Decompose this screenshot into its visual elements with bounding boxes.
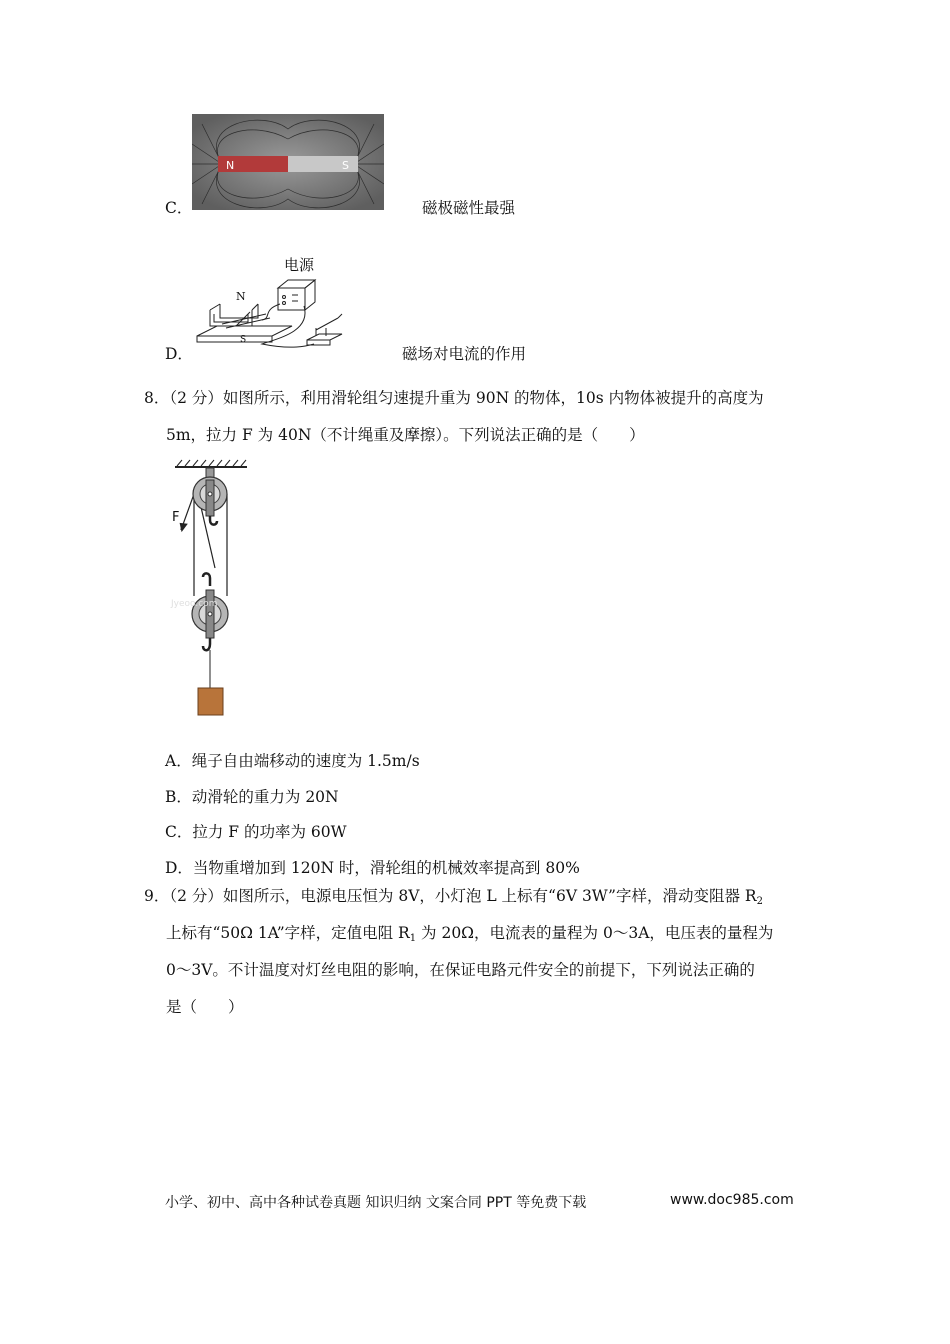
question-8-number: 8． — [144, 389, 170, 407]
magnetic-force-on-current-figure — [192, 248, 357, 356]
magnet-s-label: S — [240, 335, 247, 345]
r1-subscript: 1 — [409, 933, 417, 944]
option-d-letter: D． — [165, 345, 193, 363]
option-d[interactable]: D．当物重增加到 120N 时，滑轮组的机械效率提高到 80% — [165, 858, 580, 877]
question-8-options — [165, 744, 580, 886]
question-8-line1: （2 分）如图所示，利用滑轮组匀速提升重为 90N 的物体，10s 内物体被提升的高度为 — [169, 389, 764, 407]
question-8 — [144, 380, 814, 454]
watermark: Jyeoo.com — [171, 599, 218, 609]
pulley-system-figure — [165, 458, 255, 722]
question-9-line1: （2 分）如图所示，电源电压恒为 8V，小灯泡 L 上标有“6V 3W”字样，滑动变阻器 R — [169, 887, 757, 905]
option-d-caption: 磁场对电流的作用 — [402, 345, 527, 363]
bar-magnet-iron-filings-figure — [192, 114, 384, 210]
weight-block — [198, 688, 223, 715]
footer-url[interactable]: www.doc985.com — [670, 1192, 794, 1208]
magnet-n-label: N — [236, 290, 246, 303]
force-label: F — [172, 510, 180, 525]
option-b[interactable]: B．动滑轮的重力为 20N — [165, 787, 339, 806]
question-9-line3: 0～3V。不计温度对灯丝电阻的影响，在保证电路元件安全的前提下，下列说法正确的 — [166, 961, 755, 979]
footer-text: 小学、初中、高中各种试卷真题 知识归纳 文案合同 PPT 等免费下载 — [165, 1195, 587, 1211]
option-c[interactable]: C．拉力 F 的功率为 60W — [165, 823, 347, 841]
option-c-letter: C． — [165, 199, 193, 217]
question-8-line2: 5m，拉力 F 为 40N（不计绳重及摩擦）。下列说法正确的是（ ） — [166, 426, 645, 444]
question-9 — [144, 878, 814, 1026]
question-9-number: 9． — [144, 887, 170, 905]
r2-subscript: 2 — [756, 896, 763, 907]
option-c-caption: 磁极磁性最强 — [422, 199, 516, 217]
magnet-n-label: N — [226, 159, 235, 172]
magnet-s-label: S — [342, 159, 349, 172]
power-supply-label: 电源 — [284, 256, 315, 274]
question-9-line2: 上标有“50Ω 1A”字样，定值电阻 R — [166, 924, 410, 942]
option-a[interactable]: A．绳子自由端移动的速度为 1.5m/s — [165, 752, 420, 770]
question-9-line4: 是（ ） — [166, 998, 244, 1016]
question-9-line2-rest: 为 20Ω，电流表的量程为 0～3A，电压表的量程为 — [416, 924, 774, 942]
